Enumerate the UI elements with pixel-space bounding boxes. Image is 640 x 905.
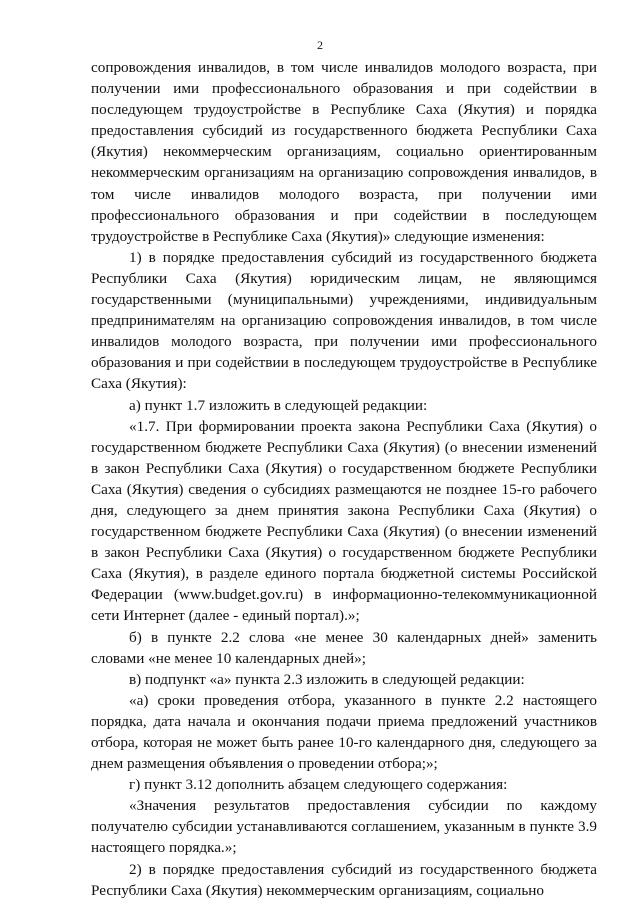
paragraph-item-1: 1) в порядке предоставления субсидий из государственного бюджета Республики Саха (Якутия) юридическим лицам, не являющимся государственными (муниципальными) учреждениями, индивидуальным предпринимателям на организацию сопровождения инвалидов, в том числе инвалидов молодого возраста, при получении ими профессионального образования и при содействии в последующем трудоустройстве в Республике Саха (Якутия): <box>91 248 597 393</box>
paragraph-continuation: сопровождения инвалидов, в том числе инвалидов молодого возраста, при получении ими профессионального образования и при содействии в последующем трудоустройстве в Республике Саха (Якутия) и порядка предоставления субсидий из государственного бюджета Республики Саха (Якутия) некоммерческим организациям, социально ориентированным некоммерческим организациям на организацию сопровождения инвалидов, в том числе инвалидов молодого возраста, при получении ими профессионального образования и при содействии в последующем трудоустройстве в Республике Саха (Якутия)» следующие изменения: <box>91 59 597 245</box>
document-body <box>91 57 597 901</box>
paragraph-subitem-b: б) в пункте 2.2 слова «не менее 30 календарных дней» заменить словами «не менее 10 календарных дней»; <box>91 628 597 667</box>
paragraph-subitem-a: а) пункт 1.7 изложить в следующей редакции: <box>129 396 428 414</box>
paragraph-quote-results: «Значения результатов предоставления субсидии по каждому получателю субсидии устанавливаются соглашением, указанным в пункте 3.9 настоящего порядка.»; <box>91 797 597 857</box>
paragraph-quote-1-7: «1.7. При формировании проекта закона Республики Саха (Якутия) о государственном бюджете Республики Саха (Якутия) (о внесении изменений в закон Республики Саха (Якутия) о государственном бюджете Республики Саха (Якутия) сведения о субсидиях размещаются не позднее 15-го рабочего дня, следующего за днем принятия закона Республики Саха (Якутия) о государственном бюджете Республики Саха (Якутия) (о внесении изменений в закон Республики Саха (Якутия) о государственном бюджете Республики Саха (Якутия), в разделе единого портала бюджетной системы Российской Федерации (www.budget.gov.ru) в информационно-телекоммуникационной сети Интернет (далее - единый портал).»; <box>91 417 597 625</box>
paragraph-subitem-v: в) подпункт «а» пункта 2.3 изложить в следующей редакции: <box>129 670 525 688</box>
page-number: 2 <box>317 38 323 52</box>
paragraph-subitem-g: г) пункт 3.12 дополнить абзацем следующего содержания: <box>129 776 508 794</box>
paragraph-quote-a: «а) сроки проведения отбора, указанного в пункте 2.2 настоящего порядка, дата начала и окончания подачи приема предложений участников отбора, которая не может быть ранее 10-го календарного дня, следующего за днем размещения объявления о проведении отбора;»; <box>91 691 597 773</box>
paragraph-item-2: 2) в порядке предоставления субсидий из государственного бюджета Республики Саха (Якутия) некоммерческим организациям, социально <box>91 860 597 899</box>
